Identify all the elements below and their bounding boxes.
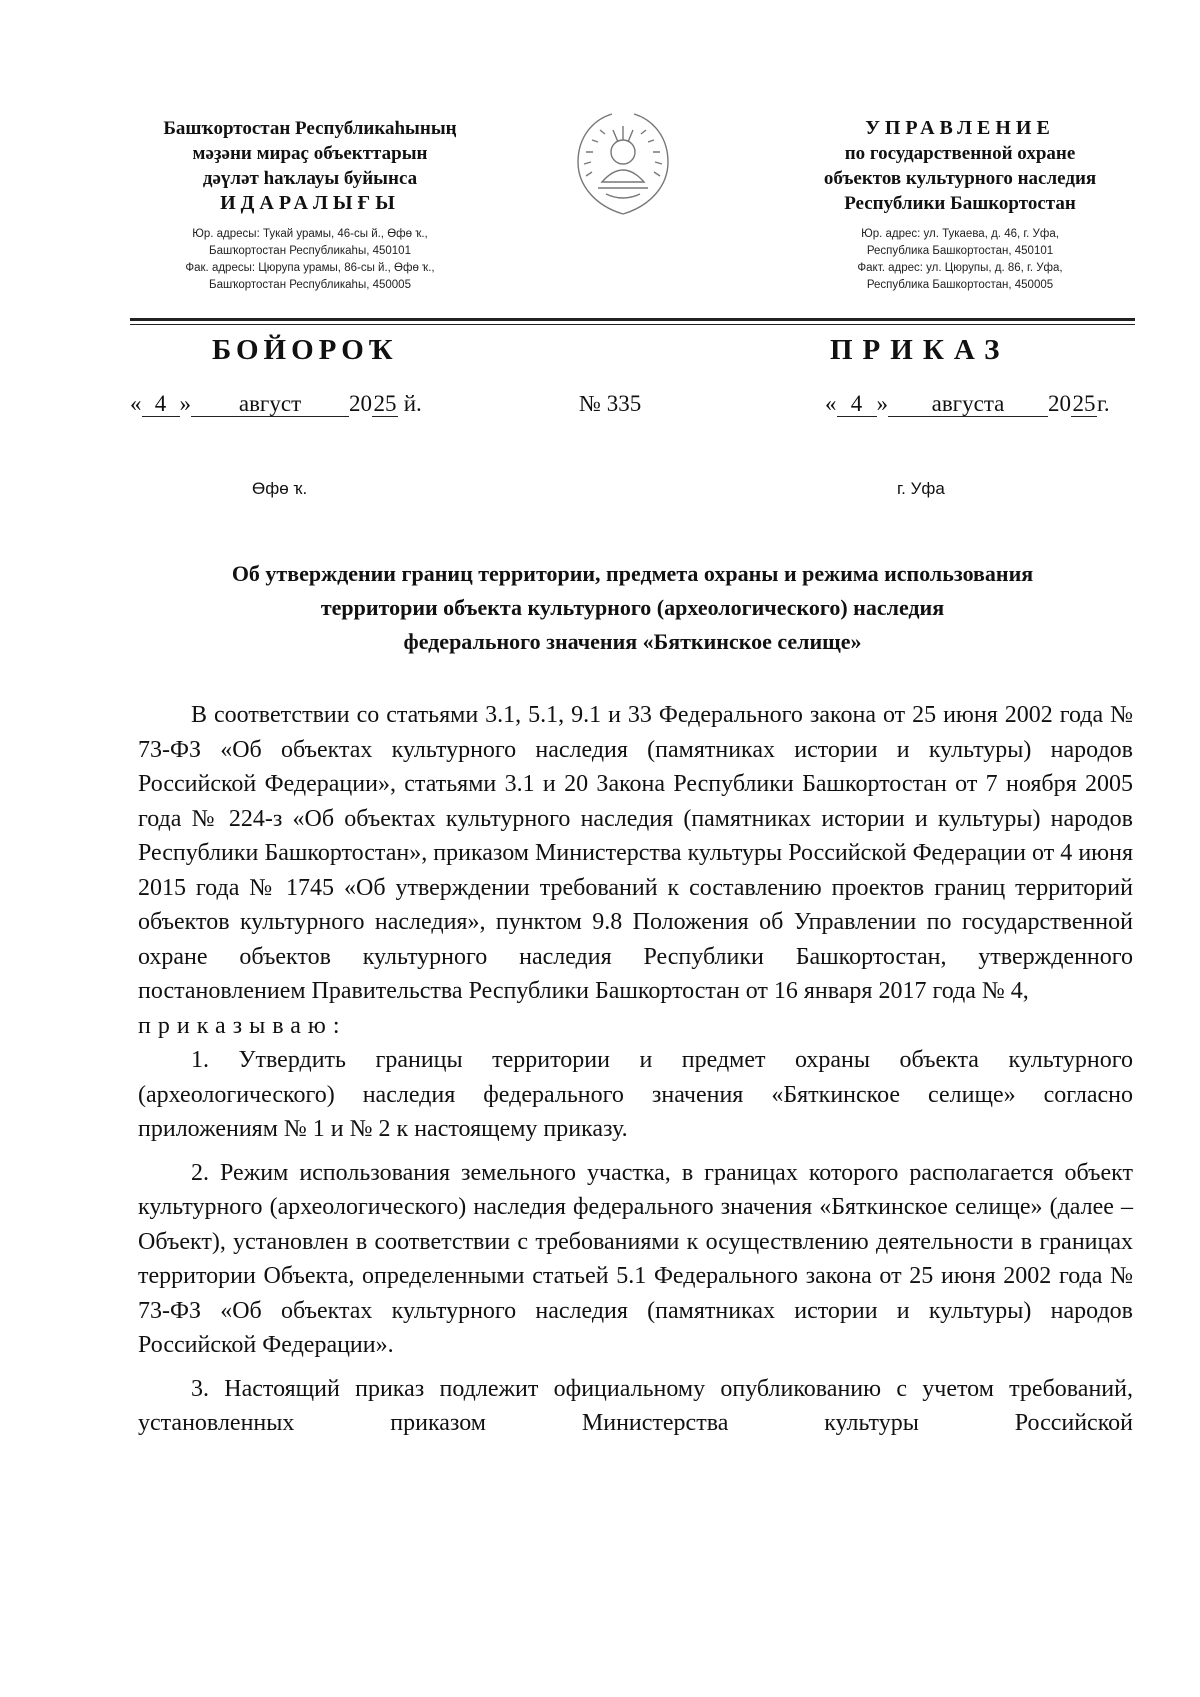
header-left-org: ИДАРАЛЫҒЫ bbox=[220, 192, 400, 214]
order-word bbox=[138, 1009, 1133, 1044]
title-line: Об утверждении границ территории, предмета охраны и режима использования bbox=[231, 561, 1034, 586]
title-line: федерального значения «Бяткинское селище» bbox=[403, 629, 862, 654]
date-year-prefix: 20 bbox=[1048, 391, 1071, 416]
preamble-paragraph: В соответствии со статьями 3.1, 5.1, 9.1 и 33 Федерального закона от 25 июня 2002 года № 73-ФЗ «Об объектах культурного наследия (памятниках истории и культуры) народов Российской Федерации», статьями 3.1 и 20 Закона Республики Башкортостан от 7 ноября 2005 года № 224-з «Об объектах культурного наследия (памятниках истории и культуры) народов Республики Башкортостан», приказом Министерства культуры Российской Федерации от 4 июня 2015 года № 1745 «Об утверждении требований к составлению проектов границ территорий объектов культурного наследия», пунктом 9.8 Положения об Управлении по государственной охране объектов культурного наследия Республики Башкортостан, утвержденного постановлением Правительства Республики Башкортостан от 16 января 2017 года № 4, bbox=[138, 702, 1133, 1004]
date-right bbox=[825, 391, 1110, 417]
date-year-suffix: 25 bbox=[1072, 391, 1096, 416]
header-left-line: Башҡортостан Республикаһының bbox=[163, 118, 457, 139]
date-suffix: г. bbox=[1097, 391, 1110, 416]
quote-close: » bbox=[876, 391, 888, 416]
address-line: Башҡортостан Республикаһы, 450005 bbox=[209, 279, 411, 291]
quote-open: « bbox=[130, 391, 142, 416]
address-line: Юр. адресы: Тукай урамы, 46-сы й., Өфө ҡ., bbox=[192, 228, 428, 240]
header-left-address bbox=[130, 226, 490, 294]
number-label: № bbox=[579, 391, 601, 416]
item-paragraph: 1. Утвердить границы территории и предмет охраны объекта культурного (археологического) наследия федерального значения «Бяткинское селище» согласно приложениям № 1 и № 2 к настоящему приказу. bbox=[138, 1047, 1133, 1142]
date-month: август bbox=[191, 392, 349, 417]
header-right-block bbox=[790, 116, 1130, 294]
item-paragraph: 3. Настоящий приказ подлежит официальному опубликованию с учетом требований, установленных приказом Министерства культуры Российской bbox=[138, 1375, 1133, 1436]
address-line: Факт. адрес: ул. Цюрупы, д. 86, г. Уфа, bbox=[857, 262, 1063, 274]
title-russian: ПРИКАЗ bbox=[830, 334, 1010, 366]
state-emblem-icon bbox=[568, 106, 678, 222]
date-month: августа bbox=[888, 392, 1048, 417]
address-line: Юр. адрес: ул. Тукаева, д. 46, г. Уфа, bbox=[861, 228, 1059, 240]
number-value: 335 bbox=[606, 391, 642, 416]
address-line: Республика Башкортостан, 450005 bbox=[866, 279, 1054, 291]
date-left bbox=[130, 391, 422, 417]
header-right-line: объектов культурного наследия bbox=[823, 168, 1097, 189]
place-bashkir: Өфө ҡ. bbox=[252, 479, 308, 498]
address-line: Фак. адресы: Цюрупа урамы, 86-сы й., Өфө ҡ., bbox=[185, 262, 435, 274]
date-year-prefix: 20 bbox=[349, 391, 372, 416]
header-right-address bbox=[790, 226, 1130, 294]
quote-open: « bbox=[825, 391, 837, 416]
document-title bbox=[130, 557, 1135, 659]
header-left-block bbox=[130, 116, 490, 294]
header-right-org: УПРАВЛЕНИЕ bbox=[865, 117, 1055, 139]
address-line: Башҡортостан Республикаһы, 450101 bbox=[209, 245, 411, 257]
header-divider-thin bbox=[130, 324, 1135, 325]
address-line: Республика Башкортостан, 450101 bbox=[866, 245, 1054, 257]
header-right-line: Республики Башкортостан bbox=[844, 193, 1076, 214]
date-day: 4 bbox=[142, 392, 180, 417]
title-bashkir: БОЙОРОҠ bbox=[212, 334, 398, 366]
date-year-suffix: 25 bbox=[373, 391, 397, 416]
title-line: территории объекта культурного (археологического) наследия bbox=[320, 595, 945, 620]
document-body bbox=[138, 698, 1133, 1441]
header-left-line: дәүләт һаҡлауы буйынса bbox=[202, 168, 418, 189]
item-paragraph: 2. Режим использования земельного участка, в границах которого располагается объект культурного (археологического) наследия федерального значения «Бяткинское селище» (далее – Объект), установлен в соответствии с требованиями к осуществлению деятельности в границах территории Объекта, определенными статьей 5.1 Федерального закона от 25 июня 2002 года № 73-ФЗ «Об объектах культурного наследия (памятниках истории и культуры) народов Российской Федерации». bbox=[138, 1159, 1133, 1358]
header-right-line: по государственной охране bbox=[844, 143, 1076, 164]
order-word-text: приказываю: bbox=[138, 1012, 347, 1039]
date-day: 4 bbox=[837, 392, 877, 417]
header-divider-thick bbox=[130, 318, 1135, 321]
order-number bbox=[579, 391, 641, 417]
place-russian: г. Уфа bbox=[897, 479, 945, 498]
date-suffix: й. bbox=[403, 391, 422, 416]
header-left-line: мәҙәни мираҫ объекттарын bbox=[192, 143, 428, 164]
quote-close: » bbox=[179, 391, 191, 416]
